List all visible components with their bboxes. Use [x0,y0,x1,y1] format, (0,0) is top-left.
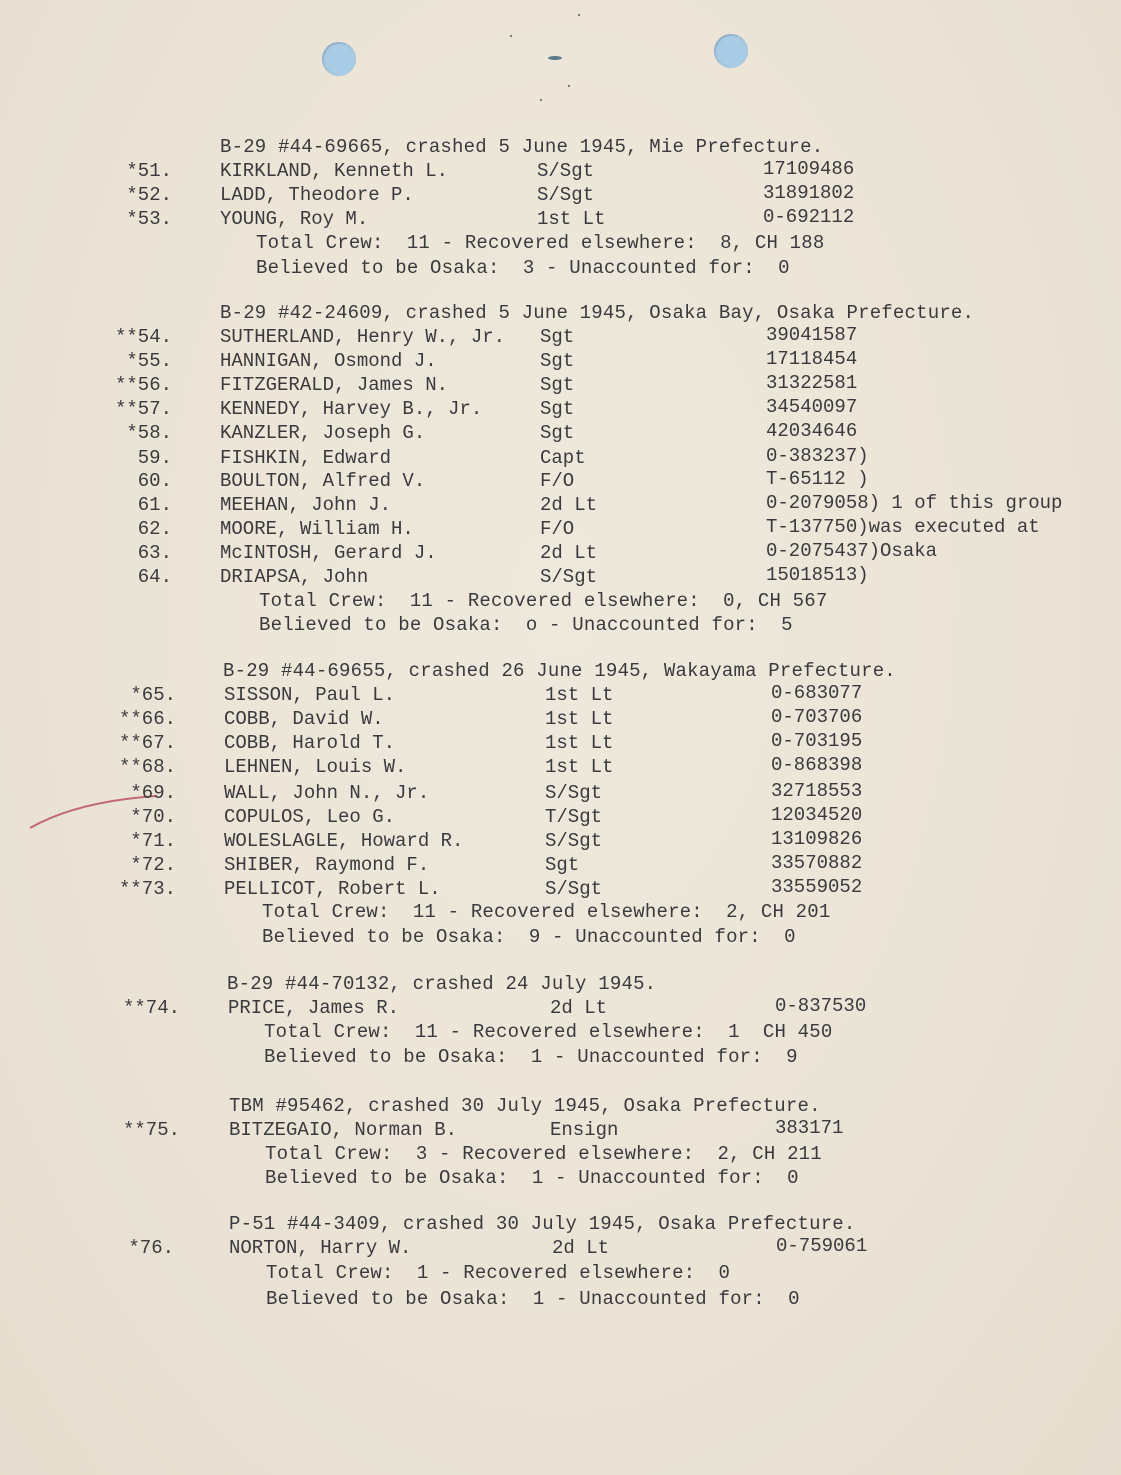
summary-believed-osaka: Believed to be Osaka: 3 - Unaccounted for: 0 [256,257,790,279]
crew-number: 60. [137,470,172,492]
crew-rank: 2d Lt [552,1237,610,1259]
crew-name: COBB, David W. [224,708,384,730]
crew-rank: 1st Lt [545,756,614,778]
crew-number: *69. [130,782,176,804]
crew-rank: T/Sgt [545,806,603,828]
crew-name: SHIBER, Raymond F. [224,854,430,876]
crew-name: MOORE, William H. [220,518,414,540]
crew-serial: 32718553 [771,780,863,802]
crew-rank: 2d Lt [540,494,598,516]
crew-number: 59. [137,447,172,469]
crew-name: MEEHAN, John J. [220,494,392,516]
crew-serial: 0-703195 [771,730,863,752]
crew-name: WOLESLAGLE, Howard R. [224,830,464,852]
ink-smudge [548,56,562,60]
crew-rank: S/Sgt [545,878,603,900]
crew-name: KENNEDY, Harvey B., Jr. [220,398,483,420]
crew-number: **56. [114,374,172,396]
crew-serial: 31891802 [763,182,855,204]
crew-name: FITZGERALD, James N. [220,374,449,396]
crew-number: *76. [128,1237,174,1259]
aircraft-header: B-29 #44-70132, crashed 24 July 1945. [227,973,657,995]
crew-rank: S/Sgt [540,566,598,588]
crew-name: NORTON, Harry W. [229,1237,412,1259]
summary-believed-osaka: Believed to be Osaka: 1 - Unaccounted for: 0 [266,1288,800,1310]
crew-rank: Sgt [545,854,580,876]
crew-serial: 17118454 [766,348,858,370]
crew-rank: S/Sgt [537,184,595,206]
crew-name: BITZEGAIO, Norman B. [229,1119,458,1141]
crew-name: McINTOSH, Gerard J. [220,542,437,564]
crew-number: **67. [118,732,176,754]
summary-total-crew: Total Crew: 11 - Recovered elsewhere: 8, CH 188 [256,232,825,254]
crew-serial: 42034646 [766,420,858,442]
crew-rank: F/O [540,470,575,492]
crew-rank: Ensign [550,1119,619,1141]
crew-rank: S/Sgt [545,782,603,804]
crew-rank: 2d Lt [550,997,608,1019]
crew-number: **73. [118,878,176,900]
crew-number: *70. [130,806,176,828]
crew-serial: 39041587 [766,324,858,346]
crew-serial: 33570882 [771,852,863,874]
aircraft-header: B-29 #44-69665, crashed 5 June 1945, Mie Prefecture. [220,136,824,158]
crew-serial: 0-692112 [763,206,855,228]
crew-rank: 1st Lt [545,708,614,730]
aircraft-header: P-51 #44-3409, crashed 30 July 1945, Osaka Prefecture. [229,1213,856,1235]
crew-name: PRICE, James R. [228,997,400,1019]
crew-serial: 0-683077 [771,682,863,704]
crew-name: BOULTON, Alfred V. [220,470,426,492]
crew-number: *65. [130,684,176,706]
crew-name: WALL, John N., Jr. [224,782,430,804]
aircraft-header: B-29 #44-69655, crashed 26 June 1945, Wakayama Prefecture. [223,660,896,682]
summary-total-crew: Total Crew: 3 - Recovered elsewhere: 2, CH 211 [265,1143,822,1165]
crew-number: *53. [126,208,172,230]
crew-rank: Capt [540,447,586,469]
crew-rank: 2d Lt [540,542,598,564]
crew-rank: Sgt [540,398,575,420]
summary-total-crew: Total Crew: 1 - Recovered elsewhere: 0 [266,1262,731,1284]
crew-serial: 0-837530 [775,995,867,1017]
crew-rank: S/Sgt [545,830,603,852]
crew-number: *58. [126,422,172,444]
crew-name: LEHNEN, Louis W. [224,756,407,778]
crew-serial: 0-2075437)Osaka [766,540,938,562]
crew-number: *52. [126,184,172,206]
crew-number: *51. [126,160,172,182]
crew-name: YOUNG, Roy M. [220,208,369,230]
crew-serial: 13109826 [771,828,863,850]
crew-rank: Sgt [540,350,575,372]
aircraft-header: B-29 #42-24609, crashed 5 June 1945, Osaka Bay, Osaka Prefecture. [220,302,975,324]
crew-number: 63. [137,542,172,564]
speck [510,35,512,37]
crew-serial: T-137750)was executed at [766,516,1040,538]
crew-number: 61. [137,494,172,516]
crew-number: *55. [126,350,172,372]
crew-name: KIRKLAND, Kenneth L. [220,160,449,182]
summary-believed-osaka: Believed to be Osaka: o - Unaccounted for: 5 [259,614,793,636]
crew-serial: 34540097 [766,396,858,418]
crew-serial: 0-759061 [776,1235,868,1257]
crew-serial: 33559052 [771,876,863,898]
crew-name: SUTHERLAND, Henry W., Jr. [220,326,506,348]
summary-believed-osaka: Believed to be Osaka: 1 - Unaccounted for: 9 [264,1046,798,1068]
crew-number: *72. [130,854,176,876]
crew-serial: 17109486 [763,158,855,180]
summary-believed-osaka: Believed to be Osaka: 1 - Unaccounted for: 0 [265,1167,799,1189]
crew-name: FISHKIN, Edward [220,447,392,469]
crew-serial: 15018513) [766,564,869,586]
summary-total-crew: Total Crew: 11 - Recovered elsewhere: 1 CH 450 [264,1021,833,1043]
crew-name: SISSON, Paul L. [224,684,396,706]
crew-number: **66. [118,708,176,730]
crew-serial: 0-383237) [766,445,869,467]
crew-number: 64. [137,566,172,588]
summary-total-crew: Total Crew: 11 - Recovered elsewhere: 2, CH 201 [262,901,831,923]
crew-serial: 0-868398 [771,754,863,776]
crew-name: PELLICOT, Robert L. [224,878,441,900]
punch-hole-left [322,42,356,76]
crew-rank: Sgt [540,374,575,396]
crew-number: 62. [137,518,172,540]
crew-rank: Sgt [540,422,575,444]
summary-total-crew: Total Crew: 11 - Recovered elsewhere: 0, CH 567 [259,590,828,612]
crew-name: DRIAPSA, John [220,566,369,588]
crew-serial: 383171 [775,1117,844,1139]
crew-serial: 12034520 [771,804,863,826]
crew-number: **57. [114,398,172,420]
crew-serial: 31322581 [766,372,858,394]
crew-name: LADD, Theodore P. [220,184,414,206]
crew-serial: 0-2079058) 1 of this group [766,492,1063,514]
crew-number: *71. [130,830,176,852]
speck [540,99,542,101]
crew-name: HANNIGAN, Osmond J. [220,350,437,372]
crew-number: **54. [114,326,172,348]
crew-serial: T-65112 ) [766,468,869,490]
crew-number: **68. [118,756,176,778]
crew-rank: 1st Lt [537,208,606,230]
crew-number: **75. [122,1119,180,1141]
crew-serial: 0-703706 [771,706,863,728]
crew-name: COBB, Harold T. [224,732,396,754]
crew-rank: S/Sgt [537,160,595,182]
speck [578,14,580,16]
crew-rank: Sgt [540,326,575,348]
speck [568,85,570,87]
summary-believed-osaka: Believed to be Osaka: 9 - Unaccounted for: 0 [262,926,796,948]
crew-rank: 1st Lt [545,684,614,706]
crew-rank: 1st Lt [545,732,614,754]
crew-rank: F/O [540,518,575,540]
punch-hole-right [714,34,748,68]
crew-number: **74. [122,997,180,1019]
crew-name: COPULOS, Leo G. [224,806,396,828]
aircraft-header: TBM #95462, crashed 30 July 1945, Osaka Prefecture. [229,1095,821,1117]
crew-name: KANZLER, Joseph G. [220,422,426,444]
